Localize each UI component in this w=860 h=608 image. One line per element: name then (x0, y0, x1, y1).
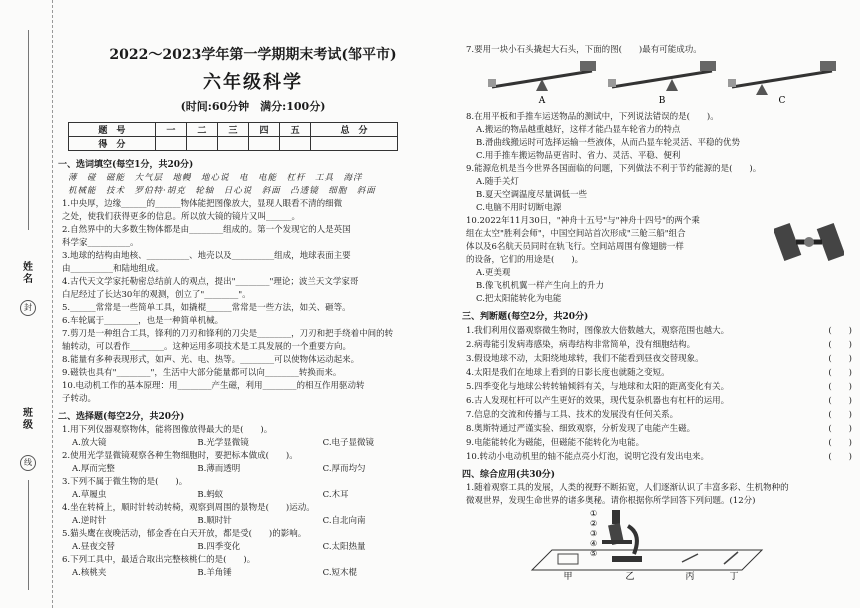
lever-diagrams (462, 57, 842, 107)
option[interactable]: A.放大镜 (72, 438, 107, 448)
item-label: 丁 (729, 572, 739, 580)
score-input-cell[interactable] (249, 137, 280, 151)
question-text: 3.下列不属于微生物的是( )。 (62, 477, 188, 487)
statement-text: 1.我们利用仪器观察微生物时，图像放大倍数越大，观察范围也越大。 (466, 326, 730, 336)
true-false-item (466, 338, 852, 352)
option[interactable]: B.滑曲线搬运时可选择运输一些液体，从而凸显车轮灵活、平稳的优势 (476, 138, 740, 148)
question-text: 10.2022年11月30日，"神舟十五号"与"神舟十四号"的两个乘 (466, 216, 700, 226)
option[interactable]: A.逆时针 (72, 516, 107, 526)
question-text: 1.用下列仪器观察物体，能将图像放得最大的是( )。 (62, 425, 273, 435)
options-row (72, 437, 448, 450)
option[interactable]: A.草履虫 (72, 490, 107, 500)
lever-diagram-b[interactable] (608, 61, 716, 106)
option[interactable]: C.电脑不用时切断电源 (476, 203, 562, 213)
option[interactable]: C.短木棍 (322, 568, 358, 578)
question-text: 科学家__________。 (62, 238, 139, 248)
microscope-diagram (462, 508, 842, 580)
options-row (72, 515, 448, 528)
part-label: ⑤ (590, 549, 598, 558)
option[interactable]: B.羊角锤 (197, 568, 232, 578)
question-text: 之处，使我们获得更多的信息。所以放大镜的镜片又叫______。 (62, 212, 301, 222)
part-label: ③ (590, 529, 598, 538)
option[interactable]: B.像飞机机翼一样产生向上的升力 (476, 281, 604, 291)
space-station-image (774, 215, 844, 269)
question-text: 8.能量有多种表现形式，如声、光、电、热等。________可以使物体运动起来。 (62, 355, 360, 365)
answer-blank[interactable]: ( ) (828, 410, 852, 420)
exam-title: 2022～2023学年第一学期期末考试(邹平市) (109, 47, 397, 63)
option[interactable]: C.自北向南 (322, 516, 366, 526)
statement-text: 8.奥斯特通过严谨实验、细致观察，分析发现了电能产生磁。 (466, 424, 696, 434)
score-table-score-row (69, 137, 398, 151)
score-cell: 二 (186, 123, 217, 137)
left-column (58, 44, 448, 580)
spine-line-bottom (28, 480, 29, 590)
exam-subtitle: 六年级科学 (203, 72, 303, 93)
score-cell: 四 (249, 123, 280, 137)
question-text: 9.磁铁也具有"________"，生活中大部分能量都可以向________转换而来。 (62, 368, 342, 378)
option[interactable]: A.更美观 (476, 268, 511, 278)
exam-meta: (时间:60分钟 满分:100分) (180, 100, 326, 113)
tweezers-icon (724, 552, 738, 564)
statement-text: 5.四季变化与地球公转转轴倾斜有关，与地球和太阳的距离变化有关。 (466, 382, 730, 392)
question-text: 2.使用光学显微镜观察各种生物细胞时，要把标本做成( )。 (62, 451, 298, 461)
slide-icon (558, 554, 578, 564)
item-label: 甲 (563, 572, 573, 580)
score-cell: 一 (155, 123, 186, 137)
score-input-cell[interactable] (186, 137, 217, 151)
word-bank: 机械能 技术 罗伯特·胡克 轮轴 日心说 斜面 凸透镜 细胞 斜面 (68, 186, 376, 196)
section2-heading: 二、选择题(每空2分，共20分) (58, 412, 185, 422)
spine-line-top (28, 30, 29, 230)
answer-blank[interactable]: ( ) (828, 382, 852, 392)
class-label: 班 级 (23, 408, 43, 431)
options-row (72, 541, 448, 554)
true-false-item (466, 422, 852, 436)
score-cell: 五 (280, 123, 311, 137)
binding-spine (0, 0, 53, 608)
score-cell: 题 号 (69, 123, 156, 137)
answer-blank[interactable]: ( ) (828, 438, 852, 448)
statement-text: 9.电能能转化为磁能，但磁能不能转化为电能。 (466, 438, 645, 448)
option[interactable]: B.光学显微镜 (197, 438, 249, 448)
statement-text: 10.转动小电动机里的轴不能点亮小灯泡，说明它没有发出电来。 (466, 452, 710, 462)
question-text: 子转动。 (62, 394, 97, 404)
statement-text: 7.信息的交流和传播与工具、技术的发展没有任何关系。 (466, 410, 679, 420)
table-outline (532, 550, 762, 570)
question-text: 的设备，它们的用途是( )。 (466, 255, 584, 265)
section4-heading: 四、综合应用(共30分) (462, 470, 556, 480)
option[interactable]: B.薄而透明 (197, 464, 241, 474)
section1-heading: 一、选词填空(每空1分，共20分) (58, 160, 194, 170)
question-text: 10.电动机工作的基本原理：用________产生磁，利用________的相互作用驱动转 (62, 381, 365, 391)
option[interactable]: B.四季变化 (197, 542, 241, 552)
option[interactable]: A.核桃夹 (72, 568, 107, 578)
option[interactable]: B.夏天空调温度尽量调低一些 (476, 190, 587, 200)
statement-text: 2.病毒能引发病毒感染，病毒结构非常简单，没有细胞结构。 (466, 340, 696, 350)
question-10-block (462, 215, 852, 306)
question-text: 微观世界，发现生命世界的诸多奥秘。请你根据你所学回答下列问题。(12分) (466, 496, 756, 506)
option[interactable]: C.厚而均匀 (322, 464, 366, 474)
word-bank: 薄 碰 磁能 大气层 地幔 地心说 电 电能 杠杆 工具 海洋 (68, 173, 363, 183)
true-false-item (466, 380, 852, 394)
true-false-item (466, 394, 852, 408)
option[interactable]: C.把太阳能转化为电能 (476, 294, 562, 304)
option[interactable]: A.随手关灯 (476, 177, 519, 187)
lever-label: B (658, 96, 666, 106)
question-text: 5.______常常是一些简单工具，如撬棍______常常是一些方法，如关、砸等。 (62, 303, 351, 313)
part-label: ① (590, 509, 598, 518)
answer-blank[interactable]: ( ) (828, 354, 852, 364)
options-row (72, 567, 448, 580)
question-text: 4.坐在转椅上，顺时针转动转椅，观察到周围的景物是( )运动。 (62, 503, 315, 513)
question-text: 体以及6名航天员同时在轨飞行。空间站周围有像翅膀一样 (466, 242, 684, 252)
question-text: 1.中央厚，边缘______的______物体能把图像放大，显现人眼看不清的细微 (62, 199, 343, 209)
dropper-icon (682, 554, 698, 562)
statement-text: 6.古人发现杠杆可以产生更好的效果，现代复杂机器也有杠杆的运用。 (466, 396, 730, 406)
true-false-item (466, 408, 852, 422)
true-false-item (466, 352, 852, 366)
option[interactable]: C.木耳 (322, 490, 349, 500)
part-label: ② (590, 519, 598, 528)
question-text: 1.随着观察工具的发展，人类的视野不断拓宽，人们逐渐认识了丰富多彩、生机物种的 (466, 483, 789, 493)
item-label: 乙 (625, 572, 635, 580)
score-cell: 总 分 (311, 123, 398, 137)
question-text: 组在太空"胜利会师"，中国空间站首次形成"三舱三船"组合 (466, 229, 686, 239)
option[interactable]: B.蚂蚁 (197, 490, 224, 500)
section3-heading: 三、判断题(每空2分，共20分) (462, 312, 589, 322)
question-text: 8.在用平板和手推车运送物品的测试中，下列说法错误的是( )。 (466, 112, 719, 122)
score-input-cell[interactable] (311, 137, 398, 151)
score-cell: 三 (217, 123, 248, 137)
answer-blank[interactable]: ( ) (828, 340, 852, 350)
question-text: 轴转动，可以看作________。这种运用多项技术是工具发展的一个重要方向。 (62, 342, 352, 352)
question-text: 6.下列工具中，最适合取出完整核桃仁的是( )。 (62, 555, 256, 565)
question-text: 7.要用一块小石头撬起大石头，下面的图( )最有可能成功。 (466, 45, 702, 55)
part-label: ④ (590, 539, 598, 548)
question-text: 3.地球的结构由地核、__________、地壳以及__________组成，地球表面主要 (62, 251, 351, 261)
lever-label: A (538, 96, 546, 106)
option[interactable]: C.用手推车搬运物品更省时、省力、灵活、平稳、便利 (476, 151, 681, 161)
item-label: 丙 (685, 572, 695, 580)
option[interactable]: A.搬运的物品越重越好，这样才能凸显车轮省力的特点 (476, 125, 681, 135)
score-table-header-row (69, 123, 398, 137)
options-row (72, 489, 448, 502)
question-text: 6.车轮属于________，也是一种简单机械。 (62, 316, 224, 326)
question-text: 白尼经过了长达30年的观测，创立了"________"。 (62, 290, 251, 300)
answer-blank[interactable]: ( ) (828, 452, 852, 462)
lever-label: C (778, 96, 786, 106)
option[interactable]: B.顺时针 (197, 516, 232, 526)
answer-blank[interactable]: ( ) (828, 368, 852, 378)
seal-mark-2: 线 (20, 455, 36, 471)
score-input-cell[interactable] (280, 137, 311, 151)
question-text: 由__________和陆地组成。 (62, 264, 165, 274)
option[interactable]: C.太阳热量 (322, 542, 366, 552)
question-text: 5.猫头鹰在夜晚活动，郁金香在白天开放，都是受( )的影响。 (62, 529, 307, 539)
option[interactable]: A.昼夜交替 (72, 542, 115, 552)
answer-blank[interactable]: ( ) (828, 396, 852, 406)
option[interactable]: A.厚而完整 (72, 464, 115, 474)
question-text: 4.古代天文学家托勒密总结前人的观点，提出"________"理论；波兰天文学家哥 (62, 277, 359, 287)
lever-diagram-c[interactable] (728, 61, 836, 106)
question-text: 2.自然界中的大多数生物体都是由________组成的。第一个发现它的人是英国 (62, 225, 351, 235)
seal-mark: 封 (20, 300, 36, 316)
true-false-item (466, 436, 852, 450)
microscope-icon (602, 510, 642, 562)
score-input-cell[interactable] (155, 137, 186, 151)
statement-text: 3.假设地球不动，太阳绕地球转，我们不能看到昼夜交替现象。 (466, 354, 704, 364)
true-false-item (466, 450, 852, 464)
statement-text: 4.太阳是我们在地球上看到的日影长度也就随之变短。 (466, 368, 670, 378)
true-false-item (466, 324, 852, 338)
score-input-cell[interactable] (217, 137, 248, 151)
lever-diagram-a[interactable] (488, 61, 596, 106)
answer-blank[interactable]: ( ) (828, 424, 852, 434)
name-label: 姓 名 (23, 262, 43, 285)
true-false-item (466, 366, 852, 380)
options-row (72, 463, 448, 476)
question-text: 7.剪刀是一种组合工具，锋利的刀刃和锋利的刀尖是________，刀刃和把手绕着中间的转 (62, 329, 394, 339)
score-table (68, 122, 398, 151)
answer-blank[interactable]: ( ) (828, 326, 852, 336)
score-cell: 得 分 (69, 137, 156, 151)
option[interactable]: C.电子显微镜 (322, 438, 375, 448)
question-text: 9.能源危机是当今世界各国面临的问题，下列做法不利于节约能源的是( )。 (466, 164, 762, 174)
right-column (462, 44, 852, 584)
